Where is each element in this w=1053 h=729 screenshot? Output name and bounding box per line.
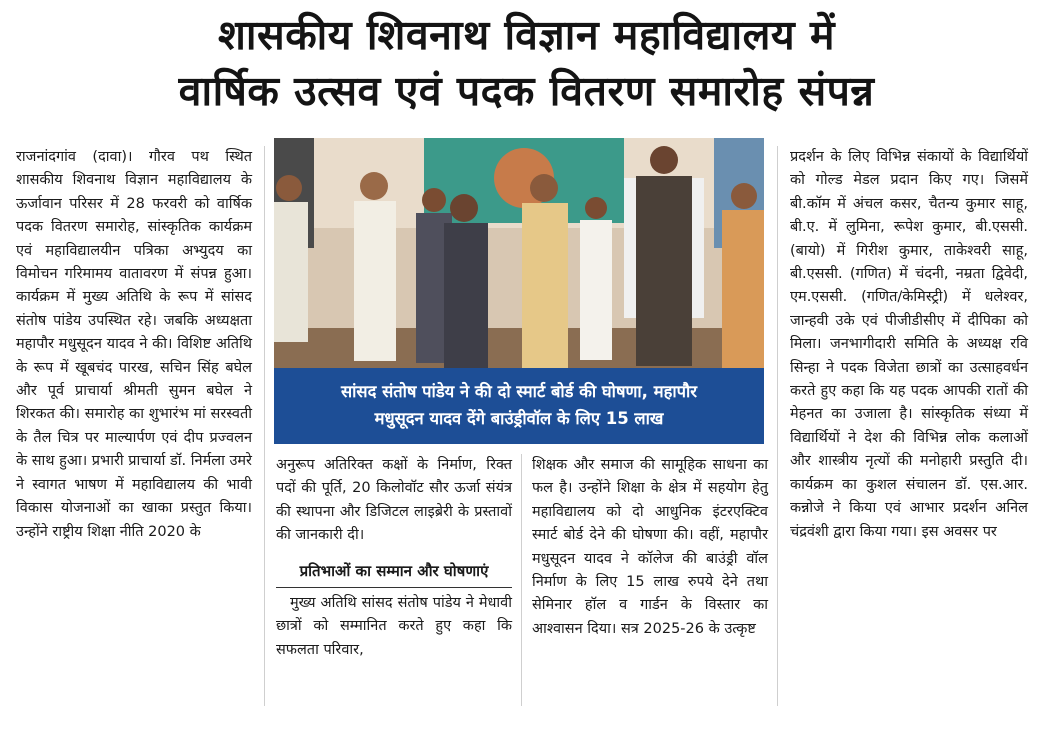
column-divider bbox=[521, 454, 522, 706]
subheading: प्रतिभाओं का सम्मान और घोषणाएं bbox=[276, 560, 512, 588]
column-divider bbox=[264, 146, 265, 706]
headline-line-1: शासकीय शिवनाथ विज्ञान महाविद्यालय में bbox=[217, 11, 835, 59]
column-4-text: प्रदर्शन के लिए विभिन्न संकायों के विद्यार्थियों को गोल्ड मेडल प्रदान किए गए। जिसमें बी.कॉम में अंचल कसर, चैतन्य कुमार साहू, बी.ए. में लुमिना, रूपेश कुमार, बी.एससी. (बायो) में गिरीश कुमार, ताकेश्वरी साहू, बी.एससी. (गणित) में चंदनी, नम्रता द्विवेदी, एम.एससी. (गणित/केमिस्ट्री) में धलेश्वर, जान्हवी उके एवं पीजीडीसीए में दीपिका को मिला। जनभागीदारी समिति के अध्यक्ष रवि सिन्हा ने पदक विजेता छात्रों का उत्साहवर्धन करते हुए कहा कि यह पदक आपकी रातों की मेहनत का उजाला है। सांस्कृतिक संध्या में विद्यार्थियों ने देश की विभिन्न लोक कलाओं और शास्त्रीय नृत्यों की मनोहारी प्रस्तुति दी। कार्यक्रम का कुशल संचालन डॉ. एस.आर. कन्नोजे ने किया एवं आभार प्रदर्शन अनिल चंद्रवंशी द्वारा किया गया। इस अवसर पर bbox=[790, 149, 1028, 540]
headline-line-2: वार्षिक उत्सव एवं पदक वितरण समारोह संपन्न bbox=[178, 67, 875, 115]
photo-caption bbox=[274, 368, 764, 444]
article-column-1 bbox=[16, 146, 252, 544]
caption-line-1: सांसद संतोष पांडेय ने की दो स्मार्ट बोर्ड की घोषणा, महापौर bbox=[340, 382, 697, 401]
article-column-3 bbox=[532, 454, 768, 641]
column-3-text: शिक्षक और समाज की सामूहिक साधना का फल है। उन्होंने शिक्षा के क्षेत्र में सहयोग हेतु महाविद्यालय को दो आधुनिक इंटरएक्टिव स्मार्ट बोर्ड देने की घोषणा की। वहीं, महापौर मधुसूदन यादव ने कॉलेज की बाउंड्री वॉल निर्माण के लिए 15 लाख रुपये देने तथा सेमिनार हॉल व गार्डन के विस्तार का आश्वासन दिया। सत्र 2025-26 के उत्कृष्ट bbox=[532, 457, 768, 637]
event-photo-illustration bbox=[274, 138, 764, 370]
column-2-text-continued: मुख्य अतिथि सांसद संतोष पांडेय ने मेधावी छात्रों को सम्मानित करते हुए कहा कि सफलता परिवार, bbox=[276, 595, 512, 658]
caption-line-2: मधुसूदन यादव देंगे बाउंड्रीवॉल के लिए 15 लाख bbox=[374, 409, 664, 428]
column-1-text: राजनांदगांव (दावा)। गौरव पथ स्थित शासकीय शिवनाथ विज्ञान महाविद्यालय के ऊर्जावान परिसर में 28 फरवरी को वार्षिक पदक वितरण समारोह, सांस्कृतिक कार्यक्रम एवं महाविद्यालयीन पत्रिका अभ्युदय का विमोचन गरिमामय वातावरण में संपन्न हुआ। कार्यक्रम में मुख्य अतिथि के रूप में सांसद संतोष पांडेय उपस्थित रहे। जबकि अध्यक्षता महापौर मधुसूदन यादव ने की। विशिष्ट अतिथि के रूप में खूबचंद पारख, सचिन सिंह बघेल और पूर्व प्राचार्या श्रीमती सुमन बघेल ने शिरकत की। समारोह का शुभारंभ मां सरस्वती के तैल चित्र पर माल्यार्पण एवं दीप प्रज्वलन के साथ हुआ। प्रभारी प्राचार्या डॉ. निर्मला उमरे ने स्वागत भाषण में महाविद्यालय की भावी विकास योजनाओं का खाका प्रस्तुत किया। उन्होंने राष्ट्रीय शिक्षा नीति 2020 के bbox=[16, 149, 252, 540]
article-column-4 bbox=[790, 146, 1028, 544]
event-photo bbox=[274, 138, 764, 370]
column-2-text: अनुरूप अतिरिक्त कक्षों के निर्माण, रिक्त पदों की पूर्ति, 20 किलोवॉट सौर ऊर्जा संयंत्र की स्थापना और डिजिटल लाइब्रेरी के प्रस्तावों की जानकारी दी। bbox=[276, 457, 512, 544]
column-divider bbox=[777, 146, 778, 706]
article-column-2 bbox=[276, 454, 512, 662]
